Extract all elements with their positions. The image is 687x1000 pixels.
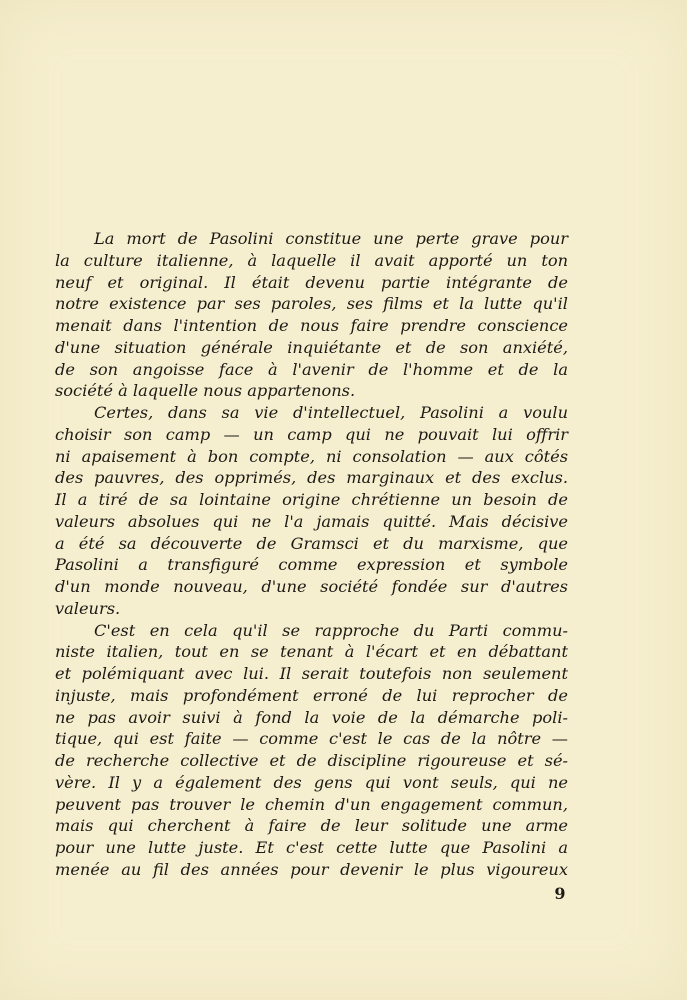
body-text <box>55 228 568 881</box>
paragraph-1 <box>55 228 568 402</box>
text-line: la culture italienne, à laquelle il avait apporté un ton <box>55 250 568 270</box>
text-line: Pasolini a transfiguré comme expression et symbole <box>55 555 568 575</box>
text-line: Certes, dans sa vie d'intellectuel, Pasolini a voulu <box>94 403 568 422</box>
text-line: d'un monde nouveau, d'une société fondée sur d'autres <box>55 577 568 596</box>
text-line: La mort de Pasolini constitue une perte grave pour <box>94 229 568 248</box>
text-line: valeurs. <box>55 598 121 618</box>
text-line: choisir son camp — un camp qui ne pouvait lui offrir <box>55 424 568 444</box>
page-number: 9 <box>554 884 566 903</box>
text-line: de son angoisse face à l'avenir de l'homme et de la <box>55 359 568 379</box>
text-line: et polémiquant avec lui. Il serait toutefois non seulement <box>55 664 568 683</box>
text-line: tique, qui est faite — comme c'est le cas de la nôtre — <box>55 729 568 749</box>
text-line: ni apaisement à bon compte, ni consolation — aux côtés <box>55 446 568 466</box>
text-line: peuvent pas trouver le chemin d'un engagement commun, <box>55 794 568 814</box>
text-line: des pauvres, des opprimés, des marginaux et des exclus. <box>55 468 568 488</box>
text-line: notre existence par ses paroles, ses films et la lutte qu'il <box>55 294 568 314</box>
text-line: valeurs absolues qui ne l'a jamais quitté. Mais décisive <box>55 511 568 531</box>
paragraph-3 <box>55 620 568 881</box>
text-line: de recherche collective et de discipline rigoureuse et sé- <box>55 751 568 770</box>
text-line: d'une situation générale inquiétante et de son anxiété, <box>55 337 568 357</box>
text-line: menée au fil des années pour devenir le plus vigoureux <box>55 859 568 879</box>
text-line: menait dans l'intention de nous faire prendre conscience <box>55 316 568 335</box>
text-line: Il a tiré de sa lointaine origine chrétienne un besoin de <box>55 490 568 509</box>
text-line: mais qui cherchent à faire de leur solitude une arme <box>55 816 568 836</box>
text-line: neuf et original. Il était devenu partie intégrante de <box>55 272 568 292</box>
paragraph-2 <box>55 402 568 620</box>
text-line: injuste, mais profondément erroné de lui reprocher de <box>55 685 568 705</box>
text-line: société à laquelle nous appartenons. <box>55 381 356 401</box>
text-line: C'est en cela qu'il se rapproche du Parti commu- <box>94 620 568 640</box>
text-line: pour une lutte juste. Et c'est cette lutte que Pasolini a <box>55 838 568 857</box>
text-line: a été sa découverte de Gramsci et du marxisme, que <box>55 533 568 553</box>
text-line: ne pas avoir suivi à fond la voie de la démarche poli- <box>55 707 568 727</box>
text-line: vère. Il y a également des gens qui vont seuls, qui ne <box>55 772 568 792</box>
text-line: niste italien, tout en se tenant à l'écart et en débattant <box>55 642 568 662</box>
